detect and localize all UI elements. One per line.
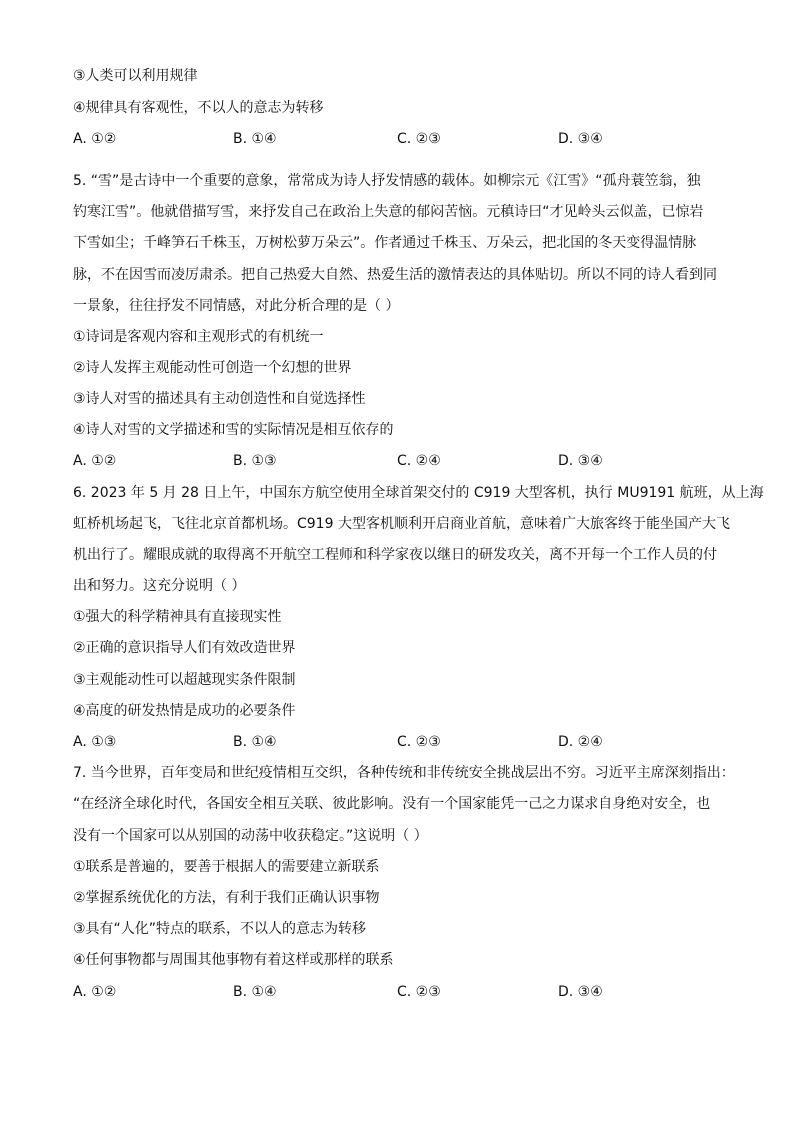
prev-item-3: ③人类可以利用规律 — [73, 68, 198, 84]
q7-item-3: ③具有“人化”特点的联系，不以人的意志为转移 — [73, 921, 367, 937]
option-c: C. ②④ — [397, 453, 441, 469]
q5-stem-line-1: 5. “雪”是古诗中一个重要的意象，常常成为诗人抒发情感的载体。如柳宗元《江雪》“孤舟蓑笠翁，独 — [73, 173, 701, 189]
option-b: B. ①④ — [233, 734, 277, 750]
option-c: C. ②③ — [397, 734, 441, 750]
option-c: C. ②③ — [397, 131, 441, 147]
option-d: D. ③④ — [558, 131, 603, 147]
q5-stem-line-5: 一景象，往往抒发不同情感，对此分析合理的是（ ） — [73, 298, 400, 314]
q7-item-2: ②掌握系统优化的方法，有利于我们正确认识事物 — [73, 890, 380, 906]
q6-stem-line-4: 出和努力。这充分说明（ ） — [73, 578, 246, 594]
option-d: D. ③④ — [558, 984, 603, 1000]
q7-stem-line-1: 7. 当今世界，百年变局和世纪疫情相互交织，各种传统和非传统安全挑战层出不穷。习近平主席深刻指出： — [73, 765, 735, 781]
prev-options — [73, 129, 733, 149]
q6-stem-line-3: 机出行了。耀眼成就的取得离不开航空工程师和科学家夜以继日的研发攻关，离不开每一个工作人员的付 — [73, 547, 717, 563]
option-b: B. ①④ — [233, 984, 277, 1000]
q5-stem-line-4: 脉，不在因雪而凌厉肃杀。把自己热爱大自然、热爱生活的激情表达的具体贴切。所以不同的诗人看到同 — [73, 267, 717, 283]
q7-item-4: ④任何事物都与周围其他事物有着这样或那样的联系 — [73, 952, 394, 968]
q5-item-2: ②诗人发挥主观能动性可创造一个幻想的世界 — [73, 360, 352, 376]
q6-options — [73, 732, 733, 752]
q6-item-1: ①强大的科学精神具有直接现实性 — [73, 609, 282, 625]
option-b: B. ①④ — [233, 131, 277, 147]
q7-stem-line-3: 没有一个国家可以从别国的动荡中收获稳定。”这说明（ ） — [73, 828, 428, 844]
q7-stem-line-2: “在经济全球化时代，各国安全相互关联、彼此影响。没有一个国家能凭一己之力谋求自身绝对安全，也 — [73, 796, 711, 812]
q5-stem-line-2: 钓寒江雪”。他就借描写雪，来抒发自己在政治上失意的郁闷苦恼。元稹诗曰“才见岭头云似盖，已惊岩 — [73, 204, 704, 220]
option-c: C. ②③ — [397, 984, 441, 1000]
q6-stem-line-1: 6. 2023 年 5 月 28 日上午，中国东方航空使用全球首架交付的 C919 大型客机，执行 MU9191 航班，从上海 — [73, 485, 764, 501]
q5-item-1: ①诗词是客观内容和主观形式的有机统一 — [73, 329, 324, 345]
option-d: D. ③④ — [558, 453, 603, 469]
option-b: B. ①③ — [233, 453, 277, 469]
q5-item-4: ④诗人对雪的文学描述和雪的实际情况是相互依存的 — [73, 422, 394, 438]
q5-options — [73, 451, 733, 471]
q6-item-2: ②正确的意识指导人们有效改造世界 — [73, 640, 296, 656]
q7-item-1: ①联系是普遍的，要善于根据人的需要建立新联系 — [73, 859, 380, 875]
q6-item-3: ③主观能动性可以超越现实条件限制 — [73, 672, 296, 688]
prev-item-4: ④规律具有客观性，不以人的意志为转移 — [73, 100, 324, 116]
q7-options — [73, 982, 733, 1002]
option-a: A. ①② — [73, 131, 117, 147]
option-a: A. ①③ — [73, 734, 117, 750]
q5-item-3: ③诗人对雪的描述具有主动创造性和自觉选择性 — [73, 391, 366, 407]
option-d: D. ②④ — [558, 734, 603, 750]
q6-item-4: ④高度的研发热情是成功的必要条件 — [73, 703, 296, 719]
q6-stem-line-2: 虹桥机场起飞，飞往北京首都机场。C919 大型客机顺利开启商业首航，意味着广大旅客终于能坐国产大飞 — [73, 516, 730, 532]
option-a: A. ①② — [73, 984, 117, 1000]
q5-stem-line-3: 下雪如尘；千峰笋石千株玉，万树松萝万朵云”。作者通过千株玉、万朵云，把北国的冬天变得温情脉 — [73, 235, 697, 251]
option-a: A. ①② — [73, 453, 117, 469]
